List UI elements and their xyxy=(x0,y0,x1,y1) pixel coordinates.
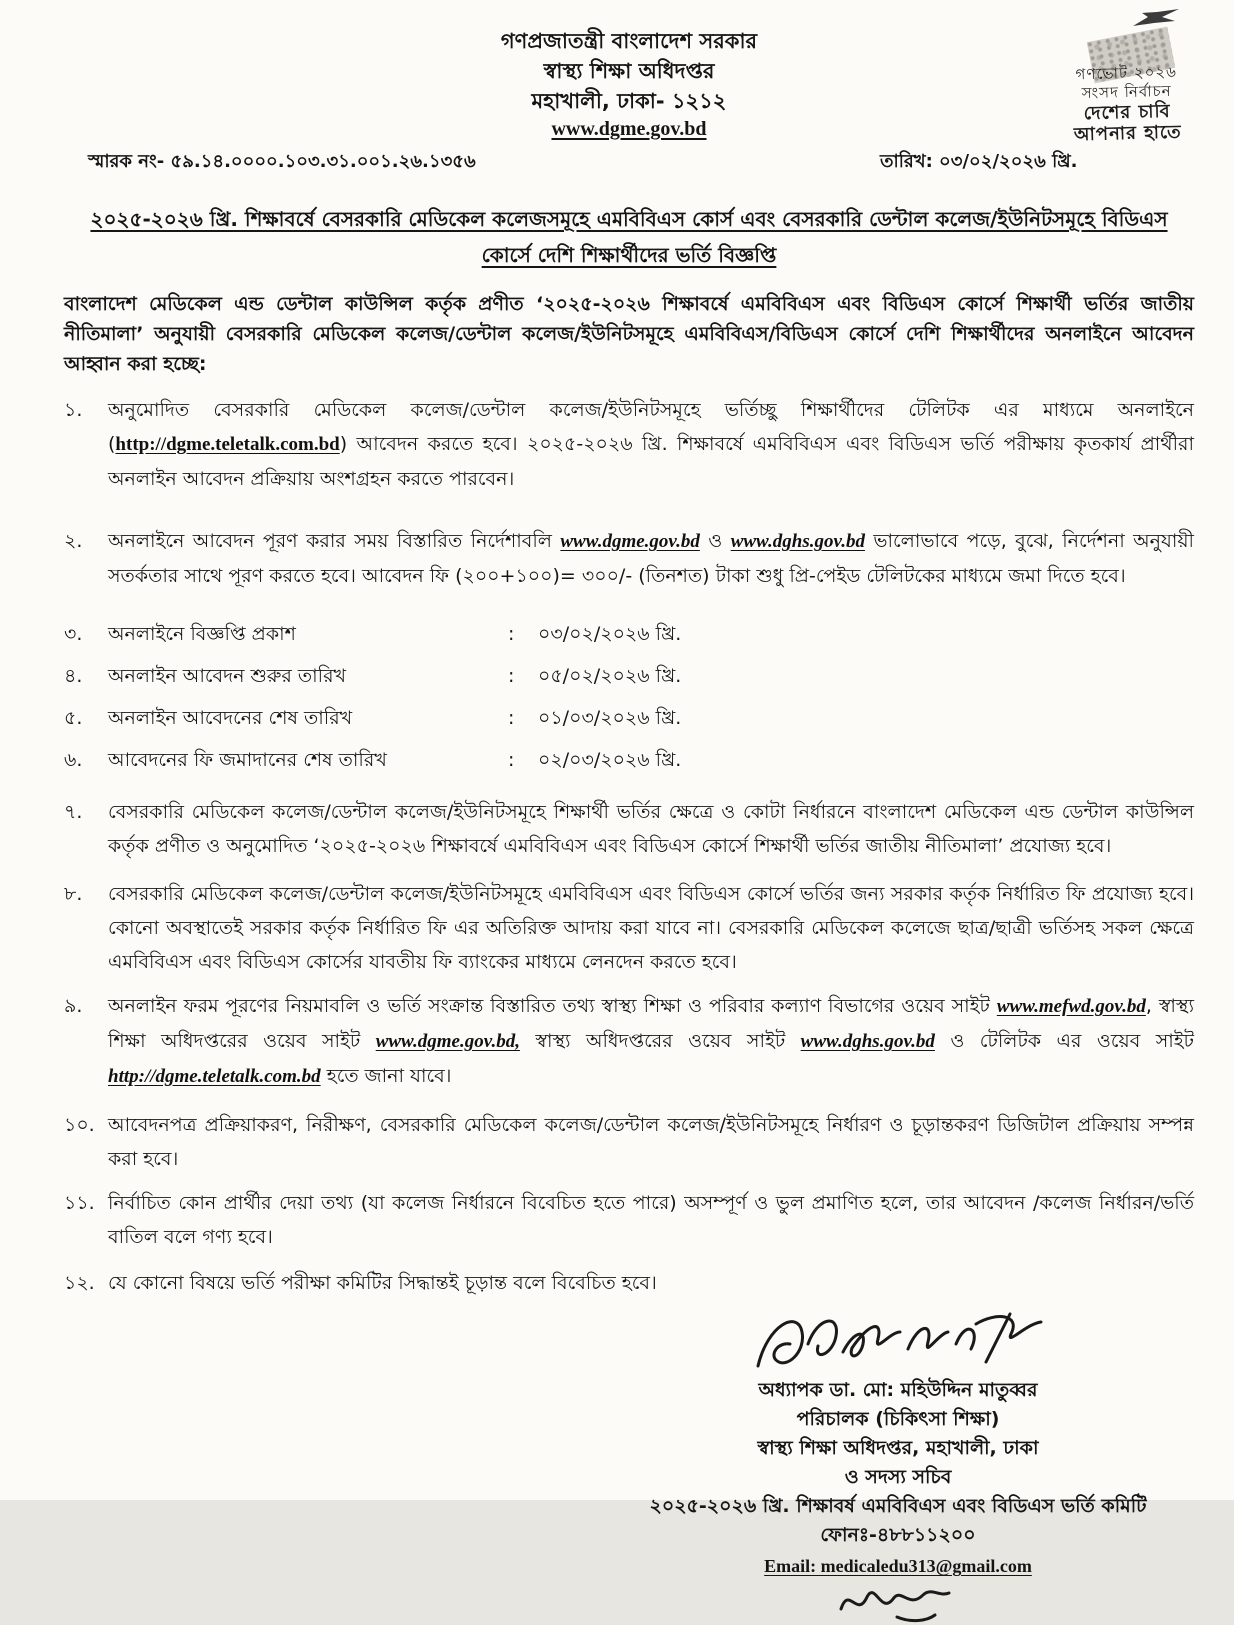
phone-number: ফোনঃ-৪৮৮১১২০০ xyxy=(820,1524,976,1546)
signature-block xyxy=(608,1302,1188,1625)
item-number: ১. xyxy=(64,399,83,421)
item-number: ৩. xyxy=(64,623,83,645)
dghs-url-link[interactable]: www.dghs.gov.bd xyxy=(800,1031,935,1052)
department-name: স্বাস্থ্য শিক্ষা অধিদপ্তর xyxy=(543,59,715,83)
item-number: ৪. xyxy=(64,665,83,687)
item-text: বেসরকারি মেডিকেল কলেজ/ডেন্টাল কলেজ/ইউনিটসমূহে এমবিবিএস এবং বিডিএস কোর্সে ভর্তির জন্য সরকার কর্তৃক নির্ধারিত ফি প্রযোজ্য হবে। কোনো অবস্থাতেই সরকার কর্তৃক নির্ধারিত ফি এর অতিরিক্ত আদায় করা যাবে না। বেসরকারি মেডিকেল কলেজে ছাত্র/ছাত্রী ভর্তিসহ সকল ক্ষেত্রে এমবিবিএস এবং বিডিএস কোর্সের যাবতীয় ফি ব্যাংকের মাধ্যমে লেনদেন করতে হবে। xyxy=(108,883,1194,973)
memo-number: স্মারক নং- ৫৯.১৪.০০০০.১০৩.৩১.০০১.২৬.১৩৫৬ xyxy=(88,151,476,172)
memo-date-row xyxy=(64,145,1194,175)
item-number: ১১. xyxy=(64,1192,95,1214)
item-text xyxy=(108,393,1194,496)
letterhead xyxy=(64,26,1194,141)
list-item-6 xyxy=(64,743,1194,777)
date-value: ০৫/০২/২০২৬ খ্রি. xyxy=(538,665,682,687)
committee-name: ২০২৫-২০২৬ খ্রি. শিক্ষাবর্ষ এমবিবিএস এবং বিডিএস ভর্তি কমিটি xyxy=(649,1495,1147,1517)
date-colon: : xyxy=(508,623,515,645)
initial-scribble xyxy=(833,1577,963,1625)
teletalk-apply-url-link[interactable]: http://dgme.teletalk.com.bd xyxy=(115,434,340,455)
date-label: অনলাইন আবেদন শুরুর তারিখ xyxy=(108,665,347,687)
item-text-segment: অনলাইনে আবেদন পূরণ করার সময় বিস্তারিত নির্দেশাবলি xyxy=(108,530,561,552)
item-text-segment: হতে জানা যাবে। xyxy=(320,1065,452,1087)
date-label: অনলাইন আবেদনের শেষ তারিখ xyxy=(108,707,353,729)
election-stamp xyxy=(1041,62,1213,146)
dgme-url-link[interactable]: www.dgme.gov.bd xyxy=(560,531,700,552)
list-item-12 xyxy=(64,1266,1194,1300)
date-colon: : xyxy=(508,707,515,729)
date-colon: : xyxy=(508,749,515,771)
item-text: বেসরকারি মেডিকেল কলেজ/ডেন্টাল কলেজ/ইউনিটসমূহে শিক্ষার্থী ভর্তির ক্ষেত্রে ও কোটা নির্ধারনে বাংলাদেশ মেডিকেল এন্ড ডেন্টাল কাউন্সিল কর্তৃক প্রণীত ও অনুমোদিত ‘২০২৫-২০২৬ শিক্ষাবর্ষে এমবিবিএস এবং বিডিএস কোর্সে শিক্ষার্থী ভর্তির জাতীয় নীতিমালা’ প্রযোজ্য হবে। xyxy=(108,801,1194,857)
date-value: ০১/০৩/২০২৬ খ্রি. xyxy=(538,707,682,729)
office-address: মহাখালী, ঢাকা- ১২১২ xyxy=(531,89,727,113)
signatory-name: অধ্যাপক ডা. মো: মহিউদ্দিন মাতুব্বর xyxy=(758,1379,1038,1401)
teletalk-url-link[interactable]: http://dgme.teletalk.com.bd xyxy=(108,1066,321,1087)
item-number: ৮. xyxy=(64,883,83,905)
list-item-2 xyxy=(64,524,1194,593)
item-text xyxy=(108,617,1194,651)
signatory-role: ও সদস্য সচিব xyxy=(844,1466,952,1488)
stamp-line-referendum: গণভোট ২০২৬ xyxy=(1075,62,1178,84)
item-number: ১২. xyxy=(64,1272,95,1294)
government-name: গণপ্রজাতন্ত্রী বাংলাদেশ সরকার xyxy=(500,29,758,53)
item-text-segment: ও xyxy=(699,530,731,552)
stamp-line-election: সংসদ নির্বাচন xyxy=(1081,81,1172,103)
list-item-11 xyxy=(64,1186,1194,1254)
list-item-1 xyxy=(64,393,1194,496)
date-value: ০৩/০২/২০২৬ খ্রি. xyxy=(538,623,682,645)
item-number: ৬. xyxy=(64,749,83,771)
document-date: তারিখ: ০৩/০২/২০২৬ খ্রি. xyxy=(880,151,1078,172)
list-item-3 xyxy=(64,617,1194,651)
item-number: ২. xyxy=(64,530,83,552)
item-text xyxy=(108,743,1194,777)
item-number: ১০. xyxy=(64,1114,95,1136)
stamp-line-slogan-2: আপনার হাতে xyxy=(1073,121,1182,146)
item-text-segment: অনুমোদিত বেসরকারি মেডিকেল কলেজ/ডেন্টাল কলেজ/ইউনিটসমূহে ভর্তিচ্ছু শিক্ষার্থীদের টেলিটক এর মাধ্যমে অনলাইনে ( xyxy=(108,399,1194,455)
item-text xyxy=(108,659,1194,693)
signatory-office: স্বাস্থ্য শিক্ষা অধিদপ্তর, মহাখালী, ঢাকা xyxy=(757,1437,1039,1459)
item-text: নির্বাচিত কোন প্রার্থীর দেয়া তথ্য (যা কলেজ নির্ধারনে বিবেচিত হতে পারে) অসম্পূর্ণ ও ভুল প্রমাণিত হলে, তার আবেদন /কলেজ নির্ধারন/ভর্তি বাতিল বলে গণ্য হবে। xyxy=(108,1192,1194,1248)
item-text xyxy=(108,701,1194,735)
item-text-segment: ) আবেদন করতে হবে। ২০২৫-২০২৬ খ্রি. শিক্ষাবর্ষে এমবিবিএস এবং বিডিএস ভর্তি পরীক্ষায় কৃতকার্য প্রার্থীরা অনলাইন আবেদন প্রক্রিয়ায় অংশগ্রহন করতে পারবেন। xyxy=(108,433,1194,490)
list-item-10 xyxy=(64,1108,1194,1176)
list-item-7 xyxy=(64,795,1194,863)
item-text-segment: ভালোভাবে পড়ে, বুঝে, নির্দেশনা অনুযায়ী সতর্কতার সাথে পূরণ করতে হবে। আবেদন ফি (২০০+১০০)= ৩০০/- (তিনশত) টাকা শুধু প্রি-পেইড টেলিটকের মাধ্যমে জমা দিতে হবে। xyxy=(108,530,1194,587)
item-text xyxy=(108,524,1194,593)
intro-paragraph: বাংলাদেশ মেডিকেল এন্ড ডেন্টাল কাউন্সিল কর্তৃক প্রণীত ‘২০২৫-২০২৬ শিক্ষাবর্ষে এমবিবিএস এবং বিডিএস কোর্সে শিক্ষার্থী ভর্তির জাতীয় নীতিমালা’ অনুযায়ী বেসরকারি মেডিকেল কলেজ/ডেন্টাল কলেজ/ইউনিটসমূহে এমবিবিএস/বিডিএস কোর্সে দেশি শিক্ষার্থীদের অনলাইনে আবেদন আহ্বান করা হচ্ছে: xyxy=(64,293,1194,375)
item-text-segment: অনলাইন ফরম পূরণের নিয়মাবলি ও ভর্তি সংক্রান্ত বিস্তারিত তথ্য স্বাস্থ্য শিক্ষা ও পরিবার কল্যাণ বিভাগের ওয়েব সাইট xyxy=(108,995,997,1017)
signatory-designation: পরিচালক (চিকিৎসা শিক্ষা) xyxy=(796,1408,1000,1430)
list-item-8 xyxy=(64,877,1194,979)
dgme-url-link[interactable]: www.dgme.gov.bd, xyxy=(375,1031,520,1052)
list-item-5 xyxy=(64,701,1194,735)
mefwd-url-link[interactable]: www.mefwd.gov.bd xyxy=(996,996,1146,1017)
date-label: আবেদনের ফি জমাদানের শেষ তারিখ xyxy=(108,749,387,771)
email-link[interactable]: Email: medicaledu313@gmail.com xyxy=(764,1556,1032,1576)
item-number: ৭. xyxy=(64,801,83,823)
item-number: ৯. xyxy=(64,995,83,1017)
item-text-segment: স্বাস্থ্য অধিদপ্তরের ওয়েব সাইট xyxy=(519,1030,801,1052)
item-text: যে কোনো বিষয়ে ভর্তি পরীক্ষা কমিটির সিদ্ধান্তই চূড়ান্ত বলে বিবেচিত হবে। xyxy=(108,1272,657,1294)
date-value: ০২/০৩/২০২৬ খ্রি. xyxy=(538,749,682,771)
item-text xyxy=(108,989,1194,1094)
item-text-segment: , স্বাস্থ্য শিক্ষা অধিদপ্তরের ওয়েব সাইট xyxy=(108,995,1194,1052)
dgme-website-link[interactable]: www.dgme.gov.bd xyxy=(551,118,707,140)
item-number: ৫. xyxy=(64,707,83,729)
dghs-url-link[interactable]: www.dghs.gov.bd xyxy=(730,531,865,552)
stamp-line-slogan-1: দেশের চাবি xyxy=(1083,100,1171,125)
date-label: অনলাইনে বিজ্ঞপ্তি প্রকাশ xyxy=(108,623,296,645)
item-text-segment: ও টেলিটক এর ওয়েব সাইট xyxy=(934,1030,1194,1052)
list-item-4 xyxy=(64,659,1194,693)
date-colon: : xyxy=(508,665,515,687)
notice-title: ২০২৫-২০২৬ খ্রি. শিক্ষাবর্ষে বেসরকারি মেডিকেল কলেজসমূহে এমবিবিএস কোর্স এবং বেসরকারি ডেন্টাল কলেজ/ইউনিটসমূহে বিডিএস কোর্সে দেশি শিক্ষার্থীদের ভর্তি বিজ্ঞপ্তি xyxy=(90,207,1168,267)
list-item-9 xyxy=(64,989,1194,1094)
item-text: আবেদনপত্র প্রক্রিয়াকরণ, নিরীক্ষণ, বেসরকারি মেডিকেল কলেজ/ডেন্টাল কলেজ/ইউনিটসমূহে নির্ধারণ ও চূড়ান্তকরণ ডিজিটাল প্রক্রিয়ায় সম্পন্ন করা হবে। xyxy=(108,1114,1194,1170)
